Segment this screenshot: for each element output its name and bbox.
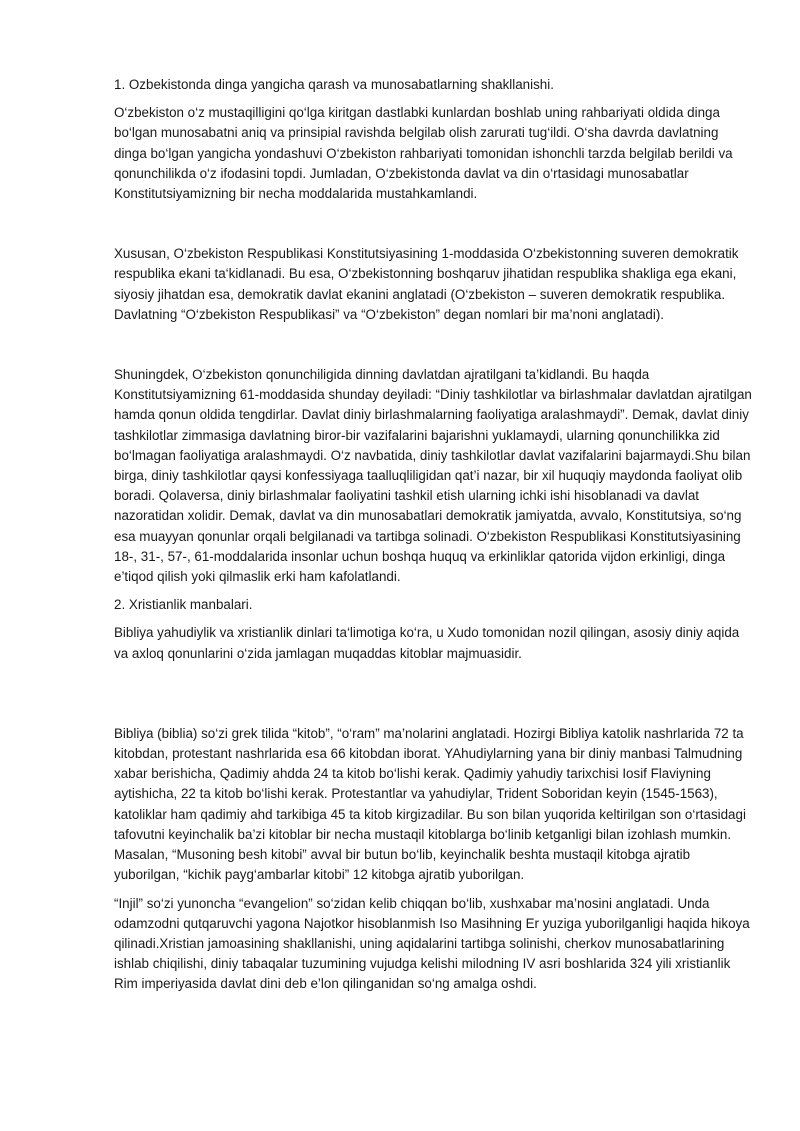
paragraph-bible-books: Bibliya (biblia) so‘zi grek tilida “kitob”, “o‘ram” ma’nolarini anglatadi. Hozirgi Bibliya katolik nashrlarida 72 ta kitobdan, protestant nashrlarida esa 66 kitobdan iborat. YAhudiylarning yana bir diniy manbasi Talmudning xabar berishicha, Qadimiy ahdda 24 ta kitob bo‘lishi kerak. Qadimiy yahudiy tarixchisi Iosif Flaviyning aytishicha, 22 ta kitob bo‘lishi kerak. Protestantlar va yahudiylar, Trident Soboridan keyin (1545-1563), katoliklar ham qadimiy ahd tarkibiga 45 ta kitob kirgizadilar. Bu son bilan yuqorida keltirilgan son o‘rtasidagi tafovutni keyinchalik ba’zi kitoblar bir necha mustaqil kitoblarga bo‘linib ketganligi bilan izohlash mumkin. Masalan, “Musoning besh kitobi” avval bir butun bo‘lib, keyinchalik beshta mustaqil kitobga ajratib yuborilgan, “kichik payg‘ambarlar kitobi” 12 kitobga ajratib yuborilgan. [114, 725, 746, 883]
paragraph-injil: “Injil” so‘zi yunoncha “evangelion” so‘zidan kelib chiqqan bo‘lib, xushxabar ma’nosini anglatadi. Unda odamzodni qutqaruvchi yagona Najotkor hisoblanmish Iso Masihning Er yuziga yuborilganligi haqida hikoya qilinadi.Xristian jamoasining shakllanishi, uning aqidalarini tartibga solinishi, cherkov munosabatlarining ishlab chiqilishi, diniy tabaqalar tuzumining vujudga kelishi milodning IV asri boshlarida 324 yili xristianlik Rim imperiyasida davlat dini deb e’lon qilinganidan so‘ng amalga oshdi. [114, 895, 750, 992]
section-heading-2: 2. Xristianlik manbalari. [114, 597, 253, 613]
paragraph-constitution: Xususan, O‘zbekiston Respublikasi Konstitutsiyasining 1-moddasida O‘zbekistonning suveren demokratik respublika ekani ta‘kidlanadi. Bu esa, O‘zbekistonning boshqaruv jihatidan respublika shakliga ega ekani, siyosiy jihatdan esa, demokratik davlat ekanini anglatadi (O‘zbekiston – suveren demokratik respublika. Davlatning “O‘zbekiston Respublikasi” va “O‘zbekiston” degan nomlari bir ma’noni anglatadi). [114, 246, 739, 322]
paragraph-religious-organizations: Shuningdek, O‘zbekiston qonunchiligida dinning davlatdan ajratilgani ta’kidlandi. Bu haqda Konstitutsiyamizning 61-moddasida shunday deyiladi: “Diniy tashkilotlar va birlashmalar davlatdan ajratilgan hamda qonun oldida tengdirlar. Davlat diniy birlashmalarning faoliyatiga aralashmaydi”. Demak, davlat diniy tashkilotlar zimmasiga davlatning biror-bir vazifalarini bajarishni yuklamaydi, ularning qonunchilikka zid bo‘lmagan faoliyatiga aralashmaydi. O‘z navbatida, diniy tashkilotlar davlat vazifalarini bajarmaydi.Shu bilan birga, diniy tashkilotlar qaysi konfessiyaga taalluqliligidan qat’i nazar, bir xil huquqiy maydonda faoliyat olib boradi. Qolaversa, diniy birlashmalar faoliyatini tashkil etish ularning ichki ishi hisoblanadi va davlat nazoratidan xolidir. Demak, davlat va din munosabatlari demokratik jamiyatda, avvalo, Konstitutsiya, so‘ng esa muayyan qonunlar orqali belgilanadi va tartibga solinadi. O‘zbekiston Respublikasi Konstitutsiyasining 18-, 31-, 57-, 61-moddalarida insonlar uchun boshqa huquq va erkinliklar qatorida vijdon erkinligi, dinga e’tiqod qilish yoki qilmaslik erki ham kafolatlandi. [114, 367, 752, 585]
document-page [114, 75, 754, 995]
section-heading-1: 1. Ozbekistonda dinga yangicha qarash va munosabatlarning shakllanishi. [114, 77, 554, 92]
paragraph-intro: O‘zbekiston o‘z mustaqilligini qo‘lga kiritgan dastlabki kunlardan boshlab uning rahbariyati oldida dinga bo‘lgan munosabatni aniq va prinsipial ravishda belgilab olish zarurati tug‘ildi. O‘sha davrda davlatning dinga bo‘lgan yangicha yondashuvi O‘zbekiston rahbariyati tomonidan ishonchli tarzda belgilab berildi va qonunchilikda o‘z ifodasini topdi. Jumladan, O‘zbekistonda davlat va din o‘rtasidagi munosabatlar Konstitutsiyamizning bir necha moddalarida mustahkamlandi. [114, 105, 733, 202]
paragraph-bible-definition: Bibliya yahudiylik va xristianlik dinlari ta‘limotiga ko‘ra, u Xudo tomonidan nozil qilingan, asosiy diniy aqida va axloq qonunlarini o‘zida jamlagan muqaddas kitoblar majmuasidir. [114, 625, 740, 661]
